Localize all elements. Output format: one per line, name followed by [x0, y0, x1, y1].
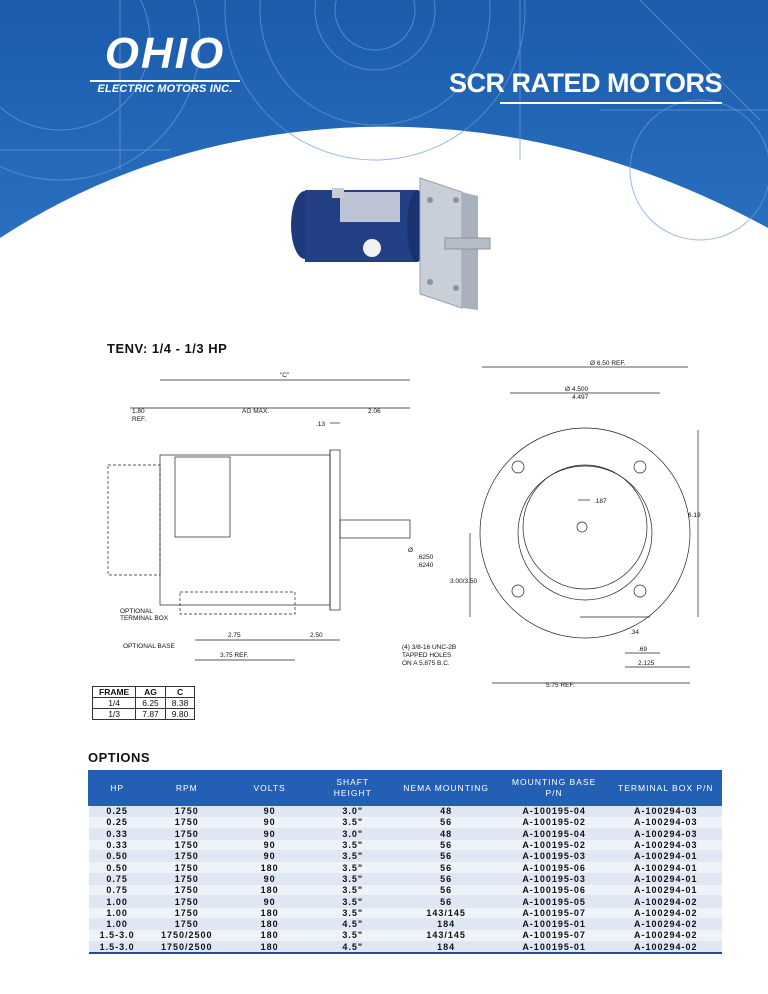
- table-cell: 143/145: [394, 930, 498, 941]
- table-cell: 90: [228, 873, 311, 884]
- table-row: [89, 828, 722, 839]
- table-cell: A-100294-01: [610, 873, 721, 884]
- dim-dia: Ø: [408, 547, 414, 554]
- table-cell: 90: [228, 806, 311, 817]
- table-cell: A-100294-02: [610, 941, 721, 953]
- table-cell: A-100294-01: [610, 851, 721, 862]
- col-nema: NEMA MOUNTING: [394, 771, 498, 806]
- label-holes-1: (4) 3/8-16 UNC-2B: [402, 644, 457, 651]
- cell: 9.80: [165, 709, 195, 720]
- table-cell: 1750: [146, 806, 228, 817]
- company-logo: [88, 29, 242, 96]
- table-cell: 3.0": [311, 828, 394, 839]
- table-cell: 3.5": [311, 885, 394, 896]
- logo-wordmark: OHIO: [104, 29, 226, 78]
- table-cell: 3.5": [311, 817, 394, 828]
- dim-250: 2.50: [310, 632, 323, 639]
- table-cell: 180: [228, 941, 311, 953]
- dim-619: 6.19: [688, 512, 701, 519]
- dim-13: .13: [316, 421, 326, 428]
- dim-34: .34: [630, 629, 640, 636]
- dim-ag-max: AG MAX.: [242, 408, 270, 415]
- table-cell: 1.00: [89, 907, 146, 918]
- options-heading: OPTIONS: [88, 750, 151, 765]
- table-cell: 1750/2500: [146, 941, 228, 953]
- table-cell: A-100294-03: [610, 839, 721, 850]
- dim-375: 3.75 REF.: [220, 652, 249, 659]
- dim-206: 2.06: [368, 408, 381, 415]
- table-cell: 48: [394, 806, 498, 817]
- table-cell: 3.5": [311, 862, 394, 873]
- table-cell: 1750: [146, 817, 228, 828]
- table-cell: A-100195-04: [498, 806, 610, 817]
- table-cell: 56: [394, 851, 498, 862]
- table-cell: 90: [228, 817, 311, 828]
- table-cell: A-100294-03: [610, 806, 721, 817]
- table-cell: A-100294-02: [610, 918, 721, 929]
- table-row: [89, 918, 722, 929]
- table-cell: 3.5": [311, 839, 394, 850]
- table-cell: 3.5": [311, 896, 394, 907]
- dim-180-ref: REF.: [132, 416, 147, 423]
- table-cell: 56: [394, 885, 498, 896]
- table-row: [89, 817, 722, 828]
- table-row: [89, 930, 722, 941]
- dim-4500: Ø 4.500: [565, 386, 589, 393]
- table-cell: 1750/2500: [146, 930, 228, 941]
- table-cell: A-100195-02: [498, 817, 610, 828]
- table-cell: 1750: [146, 907, 228, 918]
- table-cell: 0.25: [89, 817, 146, 828]
- label-optional-terminal-1: OPTIONAL: [120, 608, 153, 615]
- dim-4497: 4.497: [572, 394, 589, 401]
- table-row: [93, 709, 195, 720]
- logo-subtitle: ELECTRIC MOTORS INC.: [90, 80, 240, 97]
- table-row: [89, 896, 722, 907]
- table-cell: 184: [394, 918, 498, 929]
- cell: 1/3: [93, 709, 136, 720]
- cell: 7.87: [136, 709, 166, 720]
- dim-6240: .6240: [417, 562, 434, 569]
- table-cell: A-100294-01: [610, 885, 721, 896]
- table-cell: 1750: [146, 851, 228, 862]
- table-cell: A-100195-01: [498, 941, 610, 953]
- dim-6250: .6250: [417, 554, 434, 561]
- table-cell: 1750: [146, 885, 228, 896]
- table-cell: 56: [394, 896, 498, 907]
- table-cell: 180: [228, 885, 311, 896]
- table-cell: A-100195-06: [498, 885, 610, 896]
- table-row: [89, 851, 722, 862]
- options-body: [89, 806, 722, 953]
- ag-header: AG: [136, 687, 166, 698]
- table-cell: 1750: [146, 873, 228, 884]
- table-cell: 3.0": [311, 806, 394, 817]
- table-cell: A-100294-01: [610, 862, 721, 873]
- table-cell: 1.5-3.0: [89, 941, 146, 953]
- table-cell: 1750: [146, 918, 228, 929]
- dim-c: "C": [280, 372, 290, 379]
- table-cell: 1750: [146, 862, 228, 873]
- table-cell: 0.75: [89, 873, 146, 884]
- cell: 1/4: [93, 698, 136, 709]
- table-cell: 180: [228, 907, 311, 918]
- table-cell: A-100195-02: [498, 839, 610, 850]
- table-cell: 3.5": [311, 930, 394, 941]
- table-cell: 1.00: [89, 896, 146, 907]
- table-cell: A-100294-03: [610, 828, 721, 839]
- dim-180: 1.80: [132, 408, 145, 415]
- col-hp: HP: [89, 771, 146, 806]
- table-cell: A-100195-07: [498, 930, 610, 941]
- table-cell: 90: [228, 839, 311, 850]
- table-cell: 180: [228, 930, 311, 941]
- table-cell: 0.33: [89, 839, 146, 850]
- title-rule: [500, 102, 722, 104]
- dim-300: 3.00/3.50: [450, 578, 478, 585]
- table-cell: 143/145: [394, 907, 498, 918]
- table-cell: A-100195-06: [498, 862, 610, 873]
- label-holes-3: ON A 5.875 B.C.: [402, 660, 450, 667]
- table-cell: A-100294-02: [610, 930, 721, 941]
- table-cell: A-100195-05: [498, 896, 610, 907]
- drawing-heading: TENV: 1/4 - 1/3 HP: [107, 341, 228, 356]
- table-row: [93, 698, 195, 709]
- table-cell: A-100294-03: [610, 817, 721, 828]
- table-cell: 56: [394, 862, 498, 873]
- options-table: [88, 770, 722, 954]
- label-holes-2: TAPPED HOLES: [402, 652, 452, 659]
- table-cell: 1.5-3.0: [89, 930, 146, 941]
- table-cell: A-100195-04: [498, 828, 610, 839]
- table-cell: A-100195-03: [498, 851, 610, 862]
- table-cell: A-100195-07: [498, 907, 610, 918]
- table-cell: 1750: [146, 896, 228, 907]
- c-header: C: [165, 687, 195, 698]
- table-cell: 3.5": [311, 907, 394, 918]
- dim-275: 2.75: [228, 632, 241, 639]
- col-shaft-height: SHAFT HEIGHT: [311, 771, 394, 806]
- table-cell: 90: [228, 896, 311, 907]
- table-row: [89, 907, 722, 918]
- table-cell: 4.5": [311, 918, 394, 929]
- table-cell: 0.25: [89, 806, 146, 817]
- dimension-drawing: [90, 355, 710, 700]
- col-volts: VOLTS: [228, 771, 311, 806]
- cell: 6.25: [136, 698, 166, 709]
- table-cell: 1750: [146, 828, 228, 839]
- table-cell: 3.5": [311, 873, 394, 884]
- table-cell: 180: [228, 862, 311, 873]
- dim-2125: 2.125: [638, 660, 655, 667]
- table-row: [89, 885, 722, 896]
- table-cell: 0.50: [89, 862, 146, 873]
- dim-575: 5.75 REF.: [546, 682, 575, 689]
- table-cell: 56: [394, 873, 498, 884]
- table-cell: 1750: [146, 839, 228, 850]
- dim-187: .187: [594, 498, 607, 505]
- table-cell: 90: [228, 828, 311, 839]
- table-cell: 90: [228, 851, 311, 862]
- dim-650: Ø 6.50 REF.: [590, 360, 626, 367]
- table-row: [89, 941, 722, 953]
- frame-header: FRAME: [93, 687, 136, 698]
- table-cell: A-100195-01: [498, 918, 610, 929]
- label-optional-base: OPTIONAL BASE: [123, 643, 175, 650]
- table-cell: 0.50: [89, 851, 146, 862]
- table-cell: A-100294-02: [610, 896, 721, 907]
- label-optional-terminal-2: TERMINAL BOX: [120, 615, 169, 622]
- motor-photo: [280, 170, 495, 315]
- table-cell: 56: [394, 839, 498, 850]
- col-rpm: RPM: [146, 771, 228, 806]
- frame-table: [92, 686, 195, 720]
- page-title: SCR RATED MOTORS: [448, 68, 722, 98]
- dim-69: .69: [638, 646, 648, 653]
- table-cell: 1.00: [89, 918, 146, 929]
- col-terminal-box: TERMINAL BOX P/N: [610, 771, 721, 806]
- table-row: [89, 862, 722, 873]
- cell: 8.38: [165, 698, 195, 709]
- table-cell: A-100195-03: [498, 873, 610, 884]
- table-cell: 4.5": [311, 941, 394, 953]
- table-cell: 184: [394, 941, 498, 953]
- table-cell: 3.5": [311, 851, 394, 862]
- table-cell: 48: [394, 828, 498, 839]
- table-row: [89, 806, 722, 817]
- table-cell: 0.75: [89, 885, 146, 896]
- table-cell: 180: [228, 918, 311, 929]
- table-cell: 0.33: [89, 828, 146, 839]
- table-cell: A-100294-02: [610, 907, 721, 918]
- table-row: [89, 839, 722, 850]
- col-mounting-base: MOUNTING BASE P/N: [498, 771, 610, 806]
- table-row: [89, 873, 722, 884]
- table-cell: 56: [394, 817, 498, 828]
